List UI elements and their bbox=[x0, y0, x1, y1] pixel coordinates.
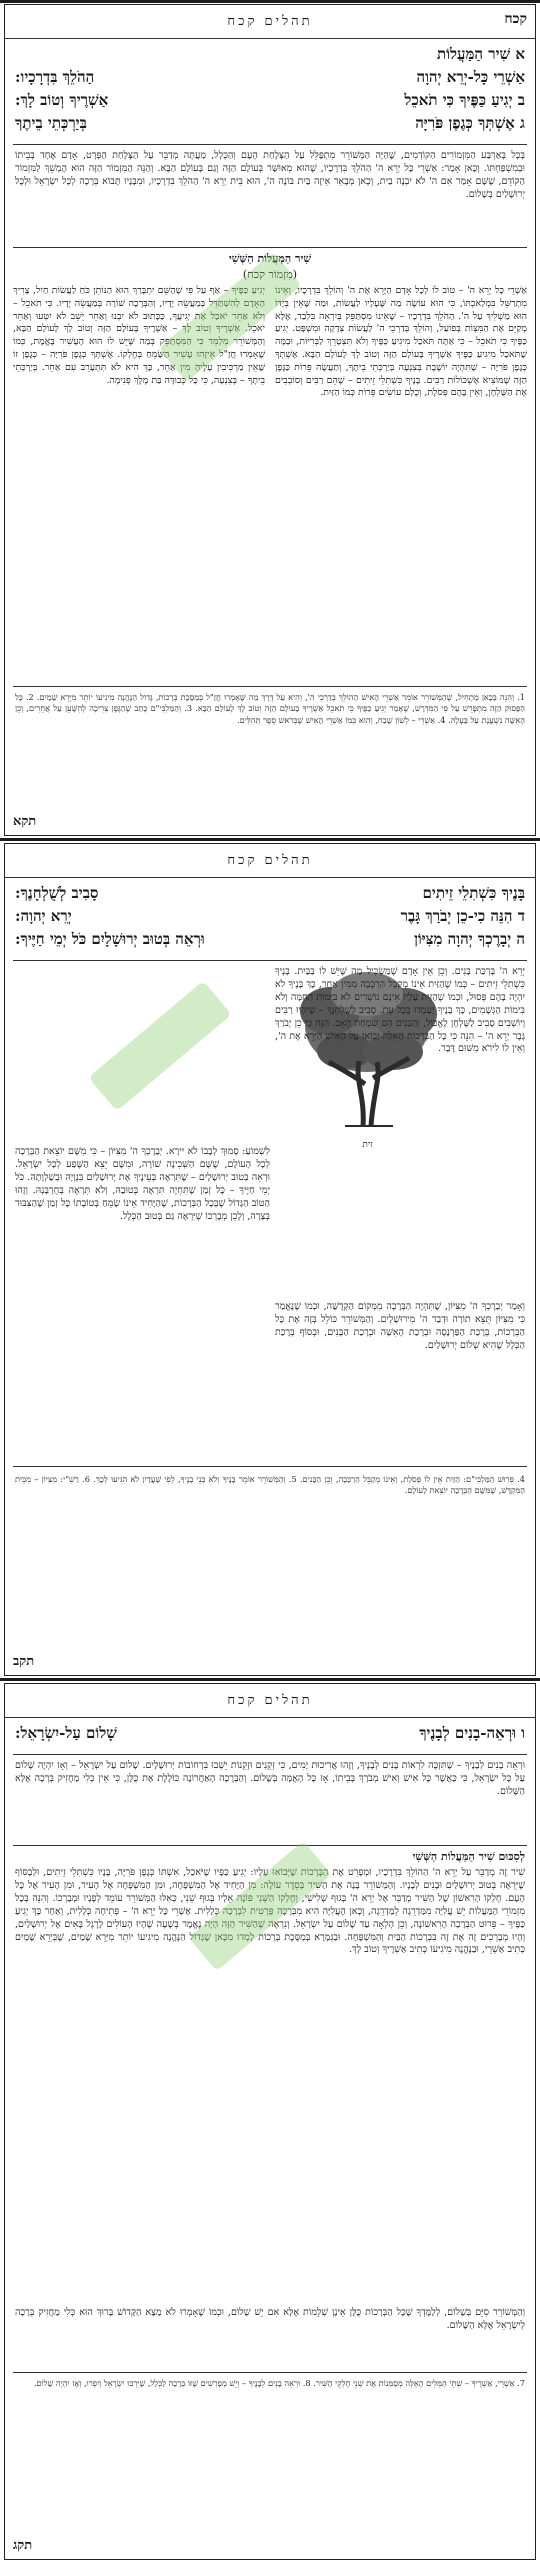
footnotes: 7. אַשְׁרֵי, אַשְׁרֶיךָ – שְׁתֵּי הַמִּלִּים הָאֵלֶּה מְסַמְּנוֹת אֶת שְׁנֵי חֶלְקֵי הַשִּׁיר. 8. וּרְאֵה בָנִים לְבָנֶיךָ – וְיֵשׁ מְפָרְשִׁים שֶׁזּוֹ בְּרָכָה לַכְּלָל, שֶׁיִּרְבּוּ יִשְׂרָאֵל וְיִפְרוּ, וְאָז יִהְיֶה שָׁלוֹם. bbox=[33, 2378, 525, 2388]
intro-paragraph: בְּכָל בְּאַרְבַּע הַמִּזְמוֹרִים הַקּוֹדְמִים, שֶׁהַיָּה הַמְּשׁוֹרֵר מִתְפַּלֵּל עַל הַצְּלָחַת הָעָם וְהַכְּלָל, מַעֲתָּה מְדַבֵּר עַל הַצְּלָחַת הַפְּרָט, אָדָם אֶחָד בְּבֵיתוֹ וּבְמִשְׁפַּחְתּוֹ. וְכָּאן אָמַר: אַשְׁרֵי כָּל יְרֵא ה' הַהֹלֵךְ בִּדְרָכָיו, שֶׁהוּא מְאוּשָּׁר בְּעוֹלָם הַזֶּה וְגַם בָּעוֹלָם הַבָּא. וְהַנֵּה הַמִּזְמוֹר הַזֶּה הוּא הֶמְשֵׁךְ לַמִּזְמוֹר הַקּוֹדֵם, שֶׁשָּׁם אָמַר אִם ה' לֹא יִבְנֶה בַיִת, וְכָאן מְבָאֵר אֵיזֶה בַּיִת בּוֹנֶה ה', הוּא בֵּית יְרֵא ה' הַהֹלֵךְ בִּדְרָכָיו, וּמִבָּנָיו תָּבוֹא בְּרָכָה לְכָל יִשְׂרָאֵל וּלְכָל יְרוּשָׁלַיִם בְּשָׁלוֹם. bbox=[15, 150, 525, 200]
closing-text: וְהַמְּשׁוֹרֵר סִיֵּם בְּשָׁלוֹם, לְלַמֶּדְךָ שֶׁכָּל הַבְּרָכוֹת כֻּלָּן אֵינָן שְׁלֵמוֹת אֶלָּא אִם יֵשׁ שָׁלוֹם, וּכְמוֹ שֶׁאָמְרוּ לֹא מָצָא הַקָּדוֹשׁ בָּרוּךְ הוּא כְּלִי מַחֲזִיק בְּרָכָה לְיִשְׂרָאֵל אֶלָּא הַשָּׁלוֹם. bbox=[15, 2307, 525, 2331]
commentary-text: וּרְאֵה בָנִים לְבָנֶיךָ – שֶׁתִּזְכֶּה לִרְאוֹת בָּנִים לְבָנֶיךָ, וְזֶהוּ אֲרִיכוּת יָמִים, כִּי זְקֵנִים וּזְקֵנוֹת יֵשְׁבוּ בִּרְחוֹבוֹת יְרוּשָׁלָיִם. שָׁלוֹם עַל יִשְׂרָאֵל – וְאָז יִהְיֶה שָׁלוֹם עַל כָּל יִשְׂרָאֵל, כִּי כַּאֲשֶׁר כָּל אִישׁ וְאִישׁ מְבֹרָךְ בְּבֵיתוֹ, אָז כָּל הָאֻמָּה בְּשָׁלוֹם. וְהַבְּרָכָה הָאַחֲרוֹנָה כּוֹלֶלֶת אֶת כֻּלָּן, כִּי אֵין כְּלִי מַחֲזִיק בְּרָכָה אֶלָּא הַשָּׁלוֹם. bbox=[15, 1760, 525, 1797]
verse-block bbox=[5, 39, 535, 141]
commentary-text: יְרֵא ה' בָּרְכַּת בָּנִים. וְכֵן אֵין אָדָם שֶׁמַּשְׂכִּיל מַה שֶּׁיֵּשׁ לוֹ בַּבַּיִת. בָּנֶיךָ כִּשְׁתִלֵי זֵיתִים – כְּמוֹ שֶׁהַזַּיִת אֵינוֹ מְקַבֵּל הַרְכָּבָה מִמִּין אַחֵר, כָּךְ בָּנֶיךָ לֹא יִהְיֶה בָּהֶם פְּסוּל, וּכְמוֹ שֶׁהַזַּיִת עָלָיו אֵינָם נוֹשְׁרִים לֹא בִּימוֹת הַחַמָּה וְלֹא בִּימוֹת הַגְּשָׁמִים, כָּךְ בָּנֶיךָ יַעַמְדוּ בְּכָל עֵת. סָבִיב לְשֻׁלְחָנֶךָ – שֶׁיִּהְיוּ רַבִּים וְיוֹשְׁבִים סָבִיב לַשֻּׁלְחָן לֶאֱכוֹל, וְהַבָּנִים הֵם שִׂמְחַת הָאָב. הִנֵּה כִי כֵן יְבֹרַךְ גָּבֶר יְרֵא ה' – הִנֵּה כִּי כָּל הַבְּרָכוֹת הָאֵלֶּה יָבוֹאוּ עַל הָאִישׁ הַיָּרֵא אֶת ה', וְאֵין לוֹ לִירֹא מִשּׁוּם דָּבָר. bbox=[275, 966, 525, 1055]
watermark bbox=[88, 981, 231, 1111]
page-3 bbox=[4, 1683, 536, 2560]
page-number: תקא bbox=[13, 814, 37, 829]
divider bbox=[13, 2372, 527, 2373]
verse-block bbox=[5, 878, 535, 957]
divider bbox=[13, 1466, 527, 1467]
verse-line bbox=[15, 112, 525, 135]
commentary-text: לִשְׁמוֹעַ: סָמוּךְ לְבָבוֹ לֹא יִירָא. יְבָרֶכְךָ ה' מִצִּיּוֹן – כִּי מִשָּׁם יוֹצֵאת הַבְּרָכָה לְכָל הָעוֹלָם, שֶׁשָּׁם הַשְּׁכִינָה שׁוֹרָה, וּמִשָּׁם יֵצֵא הַשֶּׁפַע לְכָל יִשְׂרָאֵל. וּרְאֵה בְּטוּב יְרוּשָׁלָיִם – שֶׁתִּרְאֶה בְּעֵינֶיךָ אֶת יְרוּשָׁלַיִם בִּנְוָיָהּ וּבְשַׁלְוָתָהּ. כֹּל יְמֵי חַיֶּיךָ – כָּל זְמַן שֶׁתִּחְיֶה תִּרְאֶה בְּטוּבָהּ, וְלֹא תִּרְאֶה בְּחֻרְבָּנָהּ. וְזֶהוּ הַטּוֹב הַגָּדוֹל שֶׁבְּכָל הַבְּרָכוֹת, שֶׁהַיָּחִיד אֵינוֹ שָׂמֵחַ בְּטוֹבָתוֹ כָּל זְמַן שֶׁהַצִּבּוּר בְּצָרָה, וְלָכֵן מְבָרְכוֹ שֶׁיִּרְאֶה גַּם בְּטוּב הַכְּלָל. bbox=[15, 1146, 270, 1222]
section-title: לְסִכּוּם שִׁיר הַמַּעֲלוֹת הַשְּׁשִׁי bbox=[412, 1850, 525, 1863]
illustration-caption: זית bbox=[362, 1140, 373, 1150]
verse-line bbox=[15, 905, 525, 928]
verse-text: ב יְגִיעַ כַּפֶּיךָ כִּי תֹאכֵל bbox=[404, 91, 525, 109]
verse-text: בָּנֶיךָ כִּשְׁתִלֵי זֵיתִים bbox=[422, 884, 525, 902]
verse-text: אַשְׁרֶיךָ וְטוֹב לָךְ: bbox=[15, 91, 109, 109]
verse-text: ה יְבָרֶכְךָ יְהוָה מִצִּיּוֹן bbox=[414, 930, 525, 948]
verse-text: ג אֶשְׁתְּךָ כְּגֶפֶן פֹּרִיָּה bbox=[415, 114, 525, 132]
divider bbox=[13, 144, 527, 145]
verse-block bbox=[5, 1718, 535, 1751]
verse-text: שָׁלוֹם עַל-יִשְׂרָאֵל: bbox=[15, 1724, 117, 1742]
page-header-title: תהלים קכח bbox=[227, 1693, 313, 1708]
page-number: תקג bbox=[13, 2538, 33, 2553]
verse-text: סָבִיב לְשֻׁלְחָנֶךָ: bbox=[15, 884, 99, 902]
commentary-column: יְגִיעַ כַּפֶּיךָ – אַף עַל פִּי שֶׁהַשֵּׁם יִתְבָּרַךְ הוּא הַנּוֹתֵן כֹּחַ לַעֲשׂוֹת חַיִל, צָרִיךְ הָאָדָם לְהִשְׁתַּדֵּל בְּמַעֲשֵׂה יָדָיו, וְהַבְּרָכָה שׁוֹרָה בְּמַעֲשֵׂה יָדָיו. כִּי תֹאכֵל – וְלֹא אַחֵר יֹאכַל אֶת יְגִיעֲךָ, כַּכָּתוּב לֹא יִבְנוּ וְאַחֵר יֵשֵׁב לֹא יִטְּעוּ וְאַחֵר יֹאכֵל. אַשְׁרֶיךָ וְטוֹב לָךְ – אַשְׁרֶיךָ בָּעוֹלָם הַזֶּה וְטוֹב לָךְ לָעוֹלָם הַבָּא, וְהַמְּשׁוֹרֵר מְלַמֵּד כִּי הַמִּסְתַּפֵּק בְּמַה שֶּׁיֵּשׁ לוֹ הוּא הָעָשִׁיר בֶּאֱמֶת, כְּמוֹ שֶׁאָמְרוּ חֲזַ"ל אֵיזֶהוּ עָשִׁיר הַשָּׂמֵחַ בְּחֶלְקוֹ. אֶשְׁתְּךָ כְּגֶפֶן פֹּרִיָּה – כְּגֶפֶן זוֹ שֶׁאֵין מַרְכִּיבִין עָלֶיהָ מִין אַחֵר, כָּךְ הִיא לֹא תִּתְעָרֵב עִם אַחֵר. בְּיַרְכְּתֵי בֵיתֶךָ – בְּצִנְעָה, כִּי כָּל כְּבוּדָּה בַּת מֶלֶךְ פְּנִימָה. bbox=[13, 285, 265, 386]
verse-line bbox=[15, 882, 525, 905]
page-header bbox=[5, 1684, 535, 1718]
verse-text: וּרְאֵה בְּטוּב יְרוּשָׁלָיִם כֹּל יְמֵי חַיֶּיךָ: bbox=[15, 930, 205, 948]
footnotes: 1. וְהִנֵּה בְּכָאן מַתְחִיל, שֶׁהַמְּשׁוֹרֵר אוֹמֵר אַשְׁרֵי הָאִישׁ הַהוֹלֵךְ בְּדַרְכֵי ה', וְהִיא עַל דֶּרֶךְ מַה שֶּׁאָמְרוּ חֲזַ"ל בְּמַסֶּכֶת בְּרָכוֹת, גָּדוֹל הַנֶּהֱנֶה מִיגִיעוֹ יוֹתֵר מִיְּרֵא שָׁמַיִם. 2. כָּל הַפָּסוּק הַזֶּה מִתְפָּרֵשׁ עַל פִּי הַמִּדְרָשׁ, שֶׁאָמַר יְגִיעַ כַּפֶּיךָ כִּי תֹאכֵל אַשְׁרֶיךָ בָּעוֹלָם הַזֶּה וְטוֹב לָךְ לָעוֹלָם הַבָּא. 3. וְהַמַּלְבִּי"ם כָּתַב שֶׁהַגֶּפֶן צְרִיכָה לְהִשָּׁעֵן עַל אֲחֵרִים, וְכֵן הָאִשָּׁה נִשְׁעֶנֶת עַל בַּעְלָהּ. 4. אַשְׁרֵי – לְשׁוֹן שֶׁבַח, וְהוּא כְּמוֹ אַשְׁרֵי הָאִישׁ שֶׁבְּרֹאשׁ סֵפֶר תְּהִלִּים. bbox=[15, 692, 526, 725]
top-strip bbox=[0, 0, 540, 3]
divider bbox=[13, 1754, 527, 1755]
commentary-columns bbox=[5, 283, 535, 683]
verse-text: יְרֵא יְהוָה: bbox=[15, 907, 72, 925]
verse-text: ו וּרְאֵה-בָנִים לְבָנֶיךָ bbox=[419, 1724, 525, 1742]
verse-line bbox=[15, 66, 525, 89]
verse-line bbox=[15, 928, 525, 951]
verse-text: הַהֹלֵךְ בִּדְרָכָיו: bbox=[15, 68, 95, 86]
page-header bbox=[5, 844, 535, 878]
verse-line bbox=[15, 43, 525, 66]
verse-text: אַשְׁרֵי כָּל-יְרֵא יְהוָה bbox=[416, 68, 525, 86]
summary-text: שִׁיר זֶה מְדַבֵּר עַל יְרֵא ה' הַהוֹלֵךְ בִּדְרָכָיו, וּמְפָרֵט אֶת הַבְּרָכוֹת שֶׁיָּבוֹאוּ עָלָיו: יְגִיעַ כַּפָּיו שֶׁיֹּאכַל, אִשְׁתּוֹ כְּגֶפֶן פֹּרִיָּה, בָּנָיו כִּשְׁתִלֵי זֵיתִים, וּלְבַסּוֹף שֶׁיִּרְאֶה בְּטוּב יְרוּשָׁלַיִם וּבָנִים לְבָנָיו. וְהַמְּשׁוֹרֵר בָּנָה אֶת הַשִּׁיר בְּסֵדֶר עוֹלֶה: מִן הַיָּחִיד אֶל הַמִּשְׁפָּחָה, וּמִן הַמִּשְׁפָּחָה אֶל הָעִיר, וּמִן הָעִיר אֶל כָּל הָעָם. חֶלְקוֹ הָרִאשׁוֹן שֶׁל הַשִּׁיר מְדַבֵּר אֶל יְרֵא ה' בְּגוּף שְׁלִישִׁי, וְחֶלְקוֹ הַשֵּׁנִי פּוֹנֶה אֵלָיו בְּגוּף שֵׁנִי, כְּאִלּוּ הַמְּשׁוֹרֵר עוֹמֵד לְפָנָיו וּמְבָרְכוֹ. וְהִנֵּה בְּכָל מִזְמוֹרֵי הַמַּעֲלוֹת יֵשׁ עֲלִיָּה מִמַּדְרֵגָה לְמַדְרֵגָה, וְכָאן הָעֲלִיָּה הִיא מִבְּרָכָה פְּרָטִית לִבְרָכָה כְּלָלִית. אַשְׁרֵי כָּל יְרֵא ה' – פְּתִיחָה כְּלָלִית, וְאַחַר כָּךְ יְגִיעַ כַּפֶּיךָ – פֵּרוּט הַבְּרָכָה הָרִאשׁוֹנָה, וְכֵן הָלְאָה עַד שָׁלוֹם עַל יִשְׂרָאֵל. וְנִרְאֶה שֶׁהַשִּׁיר הַזֶּה הָיָה נֶאֱמָר בְּשָׁעָה שֶׁהָיוּ הָעוֹלִים לָרֶגֶל בָּאִים אֶל יְרוּשָׁלַיִם, וְהָיוּ מְבָרְכִים זֶה אֶת זֶה בִּבְרָכוֹת הַבַּיִת וְהַמִּשְׁפָּחָה. וּבַגְּמָרָא בְּמַסֶּכֶת בְּרָכוֹת לָמְדוּ מִכָּאן שֶׁגָּדוֹל הַנֶּהֱנֶה מִיגִיעוֹ יוֹתֵר מִיְּרֵא שָׁמַיִם, שֶׁבְּיְרֵא שָׁמַיִם כְּתִיב אַשְׁרֵי, וּבַנֶּהֱנֶה מִיגִיעוֹ כְּתִיב אַשְׁרֶיךָ וְטוֹב לָךְ. bbox=[15, 1867, 525, 1956]
divider bbox=[13, 686, 527, 687]
verse-line bbox=[15, 1722, 525, 1745]
section-title: שִׁיר הַמַּעֲלוֹת הַשְּׁשִׁי bbox=[228, 252, 312, 265]
separator-strip bbox=[0, 1678, 540, 1681]
chapter-number: קכח bbox=[504, 11, 527, 27]
page-header bbox=[5, 5, 535, 39]
separator-strip bbox=[0, 838, 540, 841]
page-header-title: תהלים קכח bbox=[227, 14, 313, 29]
divider bbox=[13, 247, 527, 248]
verse-text: א שִׁיר הַמַּעֲלוֹת bbox=[436, 45, 525, 63]
verse-line bbox=[15, 89, 525, 112]
section-subtitle: (מִזְמוֹר קכח) bbox=[242, 268, 298, 281]
verse-text: ד הִנֵּה כִי-כֵן יְבֹרַךְ גָּבֶר bbox=[400, 907, 525, 925]
divider bbox=[13, 960, 527, 961]
page-1 bbox=[4, 4, 536, 836]
page-number: תקב bbox=[13, 1654, 35, 1669]
page-2 bbox=[4, 843, 536, 1676]
commentary-text: וְאָמַר יְבָרֶכְךָ ה' מִצִּיּוֹן, שֶׁתִּהְיֶה הַבְּרָכָה מִמְּקוֹם הַקְּדֻשָּׁה, וּכְמוֹ שֶׁנֶּאֱמַר כִּי מִצִּיּוֹן תֵּצֵא תוֹרָה וּדְבַר ה' מִירוּשָׁלָיִם. וְהַמְּשׁוֹרֵר כּוֹלֵל בְּזֶה אֶת כָּל הַבְּרָכוֹת, בְּרָכַת הַפַּרְנָסָה וּבְרָכַת הָאִשָּׁה וּבְרָכַת הַבָּנִים, וּבְסוֹף בְּרָכַת הַכְּלָל שֶׁהִיא שְׁלוֹם יְרוּשָׁלַיִם. bbox=[275, 1301, 525, 1351]
divider bbox=[13, 1845, 527, 1846]
commentary-column: אַשְׁרֵי כָּל יְרֵא ה' – טוֹב לוֹ לְכָל אָדָם הַיָּרֵא אֶת ה' וְהוֹלֵךְ בִּדְרָכָיו, וְאֵינוֹ מִתְרַשֵּׁל בִּמְלַאכְתּוֹ, כִּי הוּא עוֹשֶׂה מַה שֶּׁעָלָיו לַעֲשׂוֹת, וּמַה שֶּׁאֵין בְּיָדוֹ הוּא מַשְׁלִיךְ עַל ה'. הַהֹלֵךְ בִּדְרָכָיו – שֶׁאֵינוֹ מִסְתַּפֵּק בְּיִרְאָה בִּלְבַד, אֶלָּא מְקַיֵּם אֶת הַמִּצְוֹת בְּפוֹעַל, וְהוֹלֵךְ בְּדַרְכֵי ה' לַעֲשׂוֹת צְדָקָה וּמִשְׁפָּט. יְגִיעַ כַּפֶּיךָ כִּי תֹאכֵל – כִּי אַתָּה תֹּאכַל מִיגִיעַ כַּפֶּיךָ וְלֹא תִּצְטָרֵךְ לַבְּרִיּוֹת, וּבַמֶּה שֶׁתֹּאכַל מִיגִיעַ כַּפֶּיךָ אַשְׁרֶיךָ בָּעוֹלָם הַזֶּה וְטוֹב לָךְ לָעוֹלָם הַבָּא. אֶשְׁתְּךָ כְּגֶפֶן פֹּרִיָּה – שֶׁתִּהְיֶה יוֹשֶׁבֶת בְּצִנְעָה בְּיַרְכְּתֵי בֵיתֶךָ, וְתַעֲשֶׂה פֵּרוֹת כַּגֶּפֶן הַזֶּה שֶׁמּוֹצִיא אֶשְׁכּוֹלוֹת רַבִּים. בָּנֶיךָ כִּשְׁתִלֵי זֵיתִים – שֶׁהֵם רַבִּים וְסוֹבְבִים אֶת הַשֻּׁלְחָן, וְאֵין בָּהֶם פְּסֹלֶת, וְכֻלָּם עוֹשִׂים פֵּרוֹת כְּמוֹ הַזַּיִת. bbox=[275, 285, 527, 399]
page-header-title: תהלים קכח bbox=[227, 853, 313, 868]
verse-text: בְּיַרְכְּתֵי בֵיתֶךָ bbox=[15, 114, 87, 132]
footnotes: 4. פֵּרוּשׁ הַמַּלְבִּי"ם: הַזַּיִת אֵין לוֹ פְּסֹלֶת, וְאֵינוֹ מְקַבֵּל הַרְכָּבָה, וְכֵן הַבָּנִים. 5. וְהַמְּשׁוֹרֵר אוֹמֵר בָּנֶיךָ וְלֹא בְּנֵי בָנֶיךָ, לְפִי שֶׁעֲדַיִן לֹא הִגִּיעוּ לְכָךְ. 6. רַשִׁ"י: מִצִּיּוֹן – מִבֵּית הַמִּקְדָּשׁ, שֶׁמִּשָּׁם הַבְּרָכָה יוֹצֵאת לָעוֹלָם. bbox=[15, 1474, 525, 1496]
